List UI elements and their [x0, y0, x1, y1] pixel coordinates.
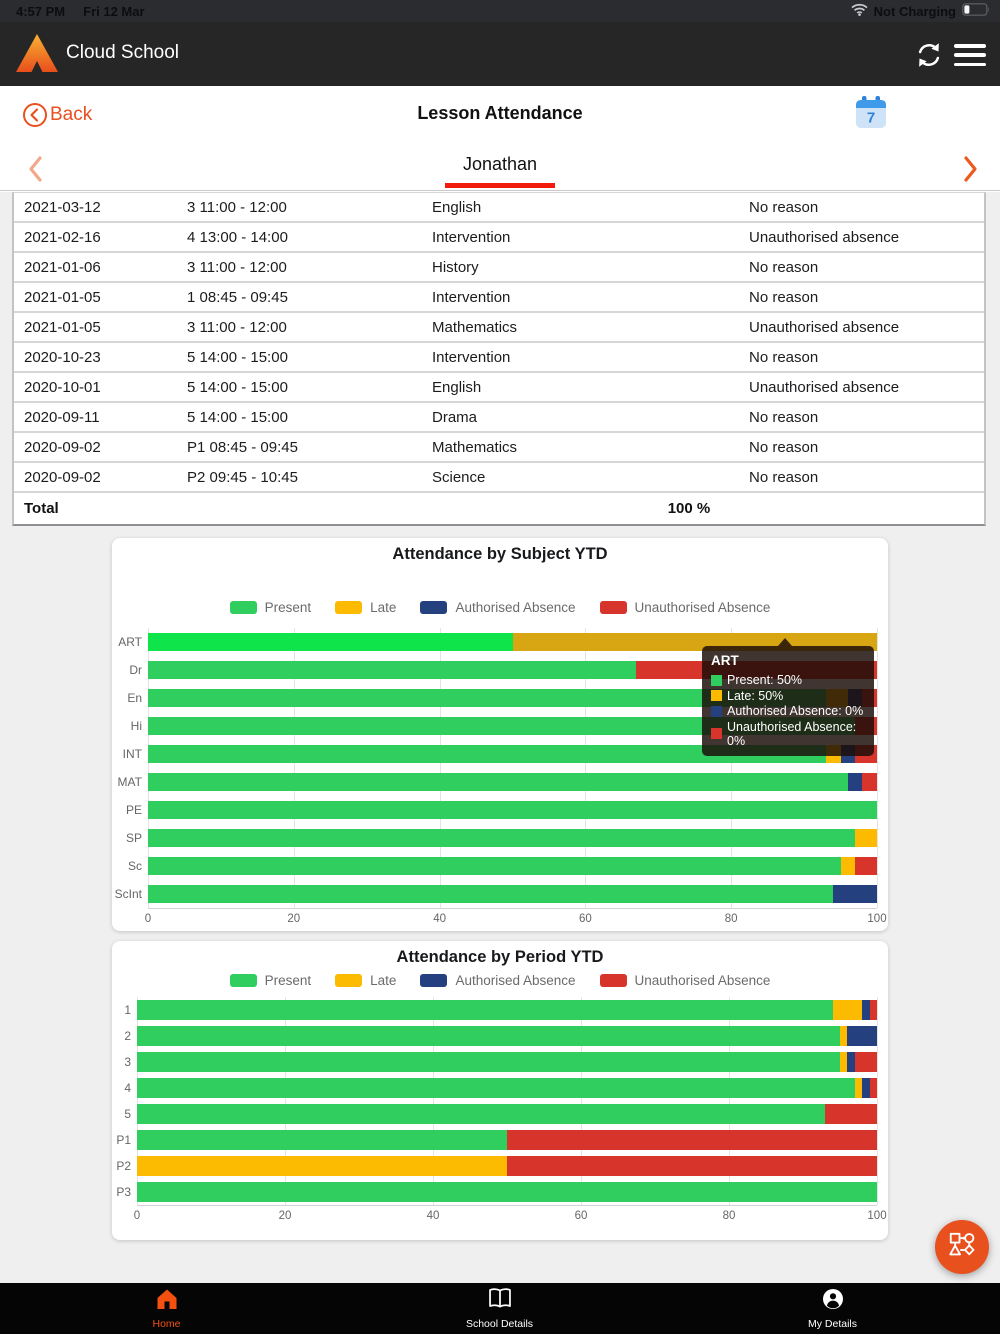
cell-date: 2020-09-02 [24, 438, 101, 456]
tooltip-title: ART [711, 653, 739, 668]
x-tick-label: 40 [433, 913, 446, 925]
chart-plot [116, 997, 887, 1228]
legend-label: Present [264, 973, 312, 988]
workflow-fab-button[interactable] [935, 1220, 989, 1274]
tooltip-unauthorised-swatch [711, 728, 722, 739]
bar-segment[interactable] [841, 857, 856, 875]
cell-subject: History [432, 258, 479, 276]
legend-label: Present [264, 600, 312, 615]
x-tick-label: 100 [867, 913, 887, 925]
bar-segment[interactable] [862, 773, 877, 791]
bar-segment[interactable] [862, 1078, 869, 1098]
tooltip-present-swatch [711, 675, 722, 686]
y-category-label: 2 [124, 1029, 131, 1043]
table-row [14, 433, 984, 463]
chart-tooltip [702, 646, 874, 756]
chart-bar-row[interactable] [125, 824, 877, 852]
cell-reason: Unauthorised absence [749, 378, 900, 396]
bar-segment[interactable] [870, 1000, 877, 1020]
y-category-label: MAT [117, 775, 142, 789]
x-tick-label: 60 [574, 1210, 588, 1222]
x-tick-label: 100 [867, 1210, 887, 1222]
back-label: Back [50, 104, 93, 125]
table-total-row [14, 493, 984, 524]
nav-item-home[interactable] [0, 1283, 333, 1334]
chart-x-axis [144, 913, 887, 931]
y-category-label: Dr [129, 663, 142, 677]
chart-legend [112, 600, 888, 615]
tooltip-late-swatch [711, 690, 722, 701]
cell-reason: No reason [749, 288, 819, 306]
refresh-icon[interactable] [914, 40, 944, 70]
battery-status-label: Not Charging [873, 3, 956, 19]
calendar-button[interactable] [854, 94, 888, 137]
y-category-label: P2 [116, 1159, 131, 1173]
bar-segment[interactable] [840, 1052, 847, 1072]
bar-segment[interactable] [855, 1052, 877, 1072]
cell-date: 2021-01-05 [24, 288, 101, 306]
legend-label: Authorised Absence [455, 973, 576, 988]
legend-swatch [230, 974, 257, 987]
cell-period: 5 14:00 - 15:00 [187, 408, 288, 426]
chart-bar-row[interactable] [124, 1075, 877, 1101]
cell-reason: Unauthorised absence [749, 318, 900, 336]
bar-segment[interactable] [137, 1130, 507, 1150]
open-book-icon [487, 1287, 513, 1316]
student-name-underline [445, 183, 555, 188]
cell-subject: Mathematics [432, 318, 518, 336]
chart-title: Attendance by Period YTD [396, 948, 604, 966]
legend-label: Authorised Absence [455, 600, 576, 615]
chart-bar-row[interactable] [117, 768, 877, 796]
table-row [14, 313, 984, 343]
tooltip-row-label: Present: 50% [727, 673, 803, 687]
x-tick-label: 20 [287, 913, 301, 925]
cell-date: 2021-01-06 [24, 258, 101, 276]
chart-x-axis [133, 1210, 887, 1228]
bar-segment[interactable] [148, 857, 841, 875]
legend-label: Unauthorised Absence [634, 600, 771, 615]
legend-label: Late [370, 600, 397, 615]
table-row [14, 373, 984, 403]
chart-legend [112, 973, 888, 988]
chart-title: Attendance by Subject YTD [392, 545, 608, 563]
bar-segment[interactable] [148, 885, 833, 903]
cell-reason: No reason [749, 348, 819, 366]
legend-swatch [600, 974, 627, 987]
chart-bar-row[interactable] [116, 1153, 877, 1179]
x-tick-label: 80 [722, 1210, 736, 1222]
home-icon [154, 1287, 180, 1316]
cell-date: 2021-03-12 [24, 198, 101, 216]
cell-date: 2020-10-01 [24, 378, 101, 396]
cell-subject: Mathematics [432, 438, 518, 456]
table-row [14, 283, 984, 313]
status-bar [0, 0, 1000, 22]
cell-date: 2020-09-02 [24, 468, 101, 486]
cell-reason: No reason [749, 468, 819, 486]
bar-segment[interactable] [148, 801, 877, 819]
nav-item-my-details[interactable] [666, 1283, 999, 1334]
bar-segment[interactable] [855, 1078, 862, 1098]
total-label: Total [24, 500, 59, 517]
legend-item[interactable] [335, 973, 396, 988]
nav-item-school-details[interactable] [333, 1283, 666, 1334]
tooltip-row-label: Late: 50% [727, 688, 784, 703]
legend-item[interactable] [420, 973, 575, 988]
cloud-school-logo-icon [14, 32, 60, 79]
bar-segment[interactable] [507, 1130, 877, 1150]
attendance-by-subject-chart-card [112, 538, 888, 931]
cell-period: 3 11:00 - 12:00 [187, 198, 287, 216]
bar-segment[interactable] [137, 1078, 855, 1098]
y-category-label: 4 [124, 1081, 131, 1095]
table-body [14, 193, 984, 493]
x-tick-label: 0 [144, 913, 152, 925]
cell-period: 5 14:00 - 15:00 [187, 348, 288, 366]
tooltip-row-label: Unauthorised Absence: 0% [727, 719, 857, 748]
total-value: 100 % [667, 500, 711, 517]
bar-segment[interactable] [855, 857, 877, 875]
status-date: Fri 12 Mar [83, 3, 145, 19]
bar-segment[interactable] [148, 661, 636, 679]
cell-period: P2 09:45 - 10:45 [187, 468, 298, 486]
legend-swatch [335, 974, 362, 987]
bar-segment[interactable] [507, 1156, 877, 1176]
legend-swatch [335, 601, 362, 614]
cell-date: 2020-10-23 [24, 348, 101, 366]
x-tick-label: 60 [578, 913, 592, 925]
app-title: Cloud School [66, 42, 180, 63]
cell-reason: Unauthorised absence [749, 228, 900, 246]
student-name: Jonathan [462, 154, 538, 174]
y-category-label: ART [118, 635, 142, 649]
bar-segment[interactable] [870, 1078, 877, 1098]
wifi-icon [851, 3, 868, 19]
chart-bar-row[interactable] [116, 1179, 877, 1205]
cell-date: 2020-09-11 [24, 408, 100, 426]
cell-subject: Intervention [432, 228, 511, 246]
y-category-label: PE [125, 803, 142, 817]
person-icon [821, 1287, 845, 1316]
cell-subject: Intervention [432, 288, 511, 306]
table-row [14, 463, 984, 493]
flowchart-icon [947, 1230, 977, 1265]
x-tick-label: 40 [426, 1210, 440, 1222]
table-row [14, 223, 984, 253]
table-row [14, 343, 984, 373]
cell-reason: No reason [749, 258, 819, 276]
legend-item[interactable] [335, 600, 396, 615]
y-category-label: En [127, 691, 142, 705]
y-category-label: INT [122, 747, 142, 761]
y-category-label: P3 [116, 1185, 131, 1199]
cell-subject: English [432, 378, 482, 396]
table-row [14, 253, 984, 283]
cell-subject: English [432, 198, 482, 216]
bar-segment[interactable] [137, 1026, 840, 1046]
next-student-chevron-icon[interactable] [958, 154, 984, 184]
hamburger-menu-icon[interactable] [954, 44, 986, 66]
bar-segment[interactable] [137, 1052, 840, 1072]
chart-bar-row[interactable] [124, 1023, 877, 1049]
divider [0, 190, 1000, 191]
bar-segment[interactable] [148, 829, 855, 847]
bar-segment[interactable] [862, 1000, 869, 1020]
cell-period: 4 13:00 - 14:00 [187, 228, 288, 246]
bar-segment[interactable] [847, 1052, 854, 1072]
legend-item[interactable] [600, 973, 771, 988]
attendance-by-period-chart-card [112, 941, 888, 1240]
status-time: 4:57 PM [16, 3, 66, 19]
tooltip-authorised-swatch [711, 706, 722, 717]
cell-reason: No reason [749, 438, 819, 456]
bar-segment[interactable] [137, 1182, 877, 1202]
y-category-label: 3 [124, 1055, 131, 1069]
cell-subject: Intervention [432, 348, 511, 366]
page-title: Lesson Attendance [417, 103, 583, 123]
legend-swatch [230, 601, 257, 614]
cell-period: 3 11:00 - 12:00 [187, 258, 287, 276]
legend-item[interactable] [230, 973, 312, 988]
bar-segment[interactable] [137, 1000, 833, 1020]
x-tick-label: 0 [133, 1210, 141, 1222]
bar-segment[interactable] [840, 1026, 847, 1046]
cell-period: 5 14:00 - 15:00 [187, 378, 288, 396]
y-category-label: Hi [130, 719, 142, 733]
bar-segment[interactable] [148, 773, 848, 791]
cell-reason: No reason [749, 408, 819, 426]
chart-bar-row[interactable] [114, 880, 877, 908]
legend-swatch [420, 974, 447, 987]
toolbar [0, 86, 1000, 146]
legend-item[interactable] [600, 600, 771, 615]
bar-segment[interactable] [847, 1026, 877, 1046]
chart-bar-row[interactable] [127, 852, 877, 880]
cell-reason: No reason [749, 198, 819, 216]
bar-segment[interactable] [148, 633, 513, 651]
y-category-label: SP [125, 831, 142, 845]
tooltip-row-label: Authorised Absence: 0% [727, 704, 864, 718]
legend-item[interactable] [230, 600, 312, 615]
cell-subject: Science [432, 468, 486, 486]
legend-swatch [420, 601, 447, 614]
chart-bar-row[interactable] [125, 796, 877, 824]
legend-swatch [600, 601, 627, 614]
legend-label: Late [370, 973, 397, 988]
chart-bar-row[interactable] [124, 997, 877, 1023]
nav-label: Home [152, 1318, 181, 1330]
student-switcher [0, 146, 1000, 192]
cell-date: 2021-01-05 [24, 318, 101, 336]
y-category-label: ScInt [114, 887, 142, 901]
bar-segment[interactable] [855, 829, 877, 847]
app-header [0, 22, 1000, 86]
x-tick-label: 20 [278, 1210, 292, 1222]
chart-bar-row[interactable] [116, 1127, 877, 1153]
bar-segment[interactable] [137, 1156, 507, 1176]
y-category-label: 1 [124, 1003, 131, 1017]
x-tick-label: 80 [724, 913, 738, 925]
svg-text:7: 7 [866, 109, 876, 127]
chart-bar-row[interactable] [124, 1101, 877, 1127]
bar-segment[interactable] [137, 1104, 825, 1124]
table-row [14, 403, 984, 433]
y-category-label: 5 [124, 1107, 131, 1121]
chart-bars [116, 997, 877, 1206]
battery-icon [962, 3, 990, 19]
cell-period: P1 08:45 - 09:45 [187, 438, 298, 456]
bar-segment[interactable] [833, 885, 877, 903]
bar-segment[interactable] [833, 1000, 863, 1020]
y-category-label: Sc [127, 859, 142, 873]
table-row [14, 193, 984, 223]
lesson-attendance-table [12, 192, 986, 526]
y-category-label: P1 [116, 1133, 131, 1147]
bottom-navigation [0, 1283, 1000, 1334]
bar-segment[interactable] [825, 1104, 877, 1124]
legend-item[interactable] [420, 600, 575, 615]
nav-label: School Details [465, 1318, 534, 1330]
nav-label: My Details [807, 1318, 857, 1330]
bar-segment[interactable] [848, 773, 863, 791]
cell-period: 1 08:45 - 09:45 [187, 288, 288, 306]
legend-label: Unauthorised Absence [634, 973, 771, 988]
cell-subject: Drama [432, 408, 478, 426]
cell-date: 2021-02-16 [24, 228, 101, 246]
cell-period: 3 11:00 - 12:00 [187, 318, 287, 336]
chart-bar-row[interactable] [124, 1049, 877, 1075]
